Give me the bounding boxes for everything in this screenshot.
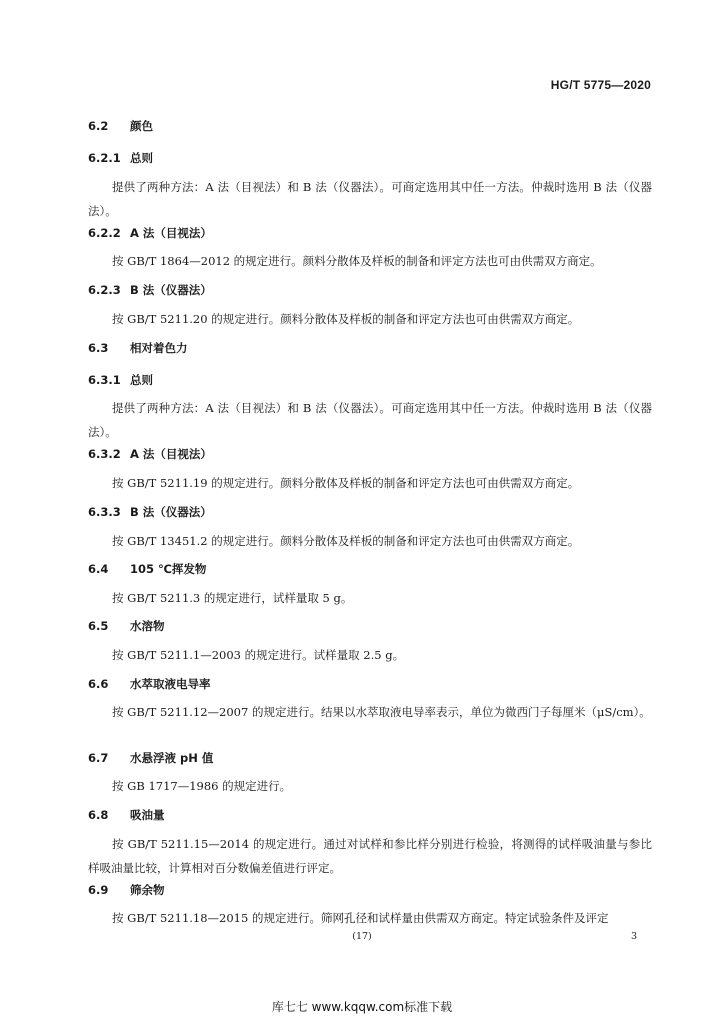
section-title: B 法（仪器法） <box>130 283 212 297</box>
section-heading-6-5 <box>88 618 165 634</box>
section-number: 6.7 <box>88 751 109 765</box>
paragraph: 按 GB/T 1864—2012 的规定进行。颜料分散体及样板的制备和评定方法也可由供需双方商定。 <box>112 254 602 268</box>
section-title: B 法（仪器法） <box>130 505 212 519</box>
section-number: 6.8 <box>88 808 109 822</box>
section-number: 6.3 <box>88 341 109 355</box>
paragraph: 提供了两种方法：A 法（目视法）和 B 法（仪器法）。可商定选用其中任一方法。仲裁时选用 B 法（仪器法）。 <box>88 180 652 218</box>
paragraph: 按 GB/T 5211.15—2014 的规定进行。通过对试样和参比样分别进行检验，将测得的试样吸油量与参比样吸油量比较，计算相对百分数偏差值进行评定。 <box>88 837 652 875</box>
paragraph: 按 GB/T 5211.18—2015 的规定进行。筛网孔径和试样量由供需双方商定。特定试验条件及评定 <box>112 911 609 925</box>
section-heading-6-4 <box>88 561 206 577</box>
section-title: A 法（目视法） <box>130 447 212 461</box>
section-heading-6-3-3 <box>88 504 212 520</box>
paragraph: 提供了两种方法：A 法（目视法）和 B 法（仪器法）。可商定选用其中任一方法。仲裁时选用 B 法（仪器法）。 <box>88 401 652 439</box>
section-number: 6.2 <box>88 119 109 133</box>
page-sequence-number: (17) <box>352 931 372 942</box>
paragraph: 按 GB/T 5211.12—2007 的规定进行。结果以水萃取液电导率表示，单位为微西门子每厘米（μS/cm）。 <box>112 705 651 719</box>
section-number: 6.2.3 <box>88 283 121 297</box>
section-heading-6-3 <box>88 340 188 356</box>
section-number: 6.9 <box>88 883 109 897</box>
standard-code: HG/T 5775—2020 <box>550 78 651 92</box>
section-heading-6-9 <box>88 882 165 898</box>
section-title: 筛余物 <box>130 883 165 897</box>
paragraph: 按 GB/T 5211.19 的规定进行。颜料分散体及样板的制备和评定方法也可由供需双方商定。 <box>112 476 580 490</box>
section-heading-6-2-2 <box>88 225 212 241</box>
section-number: 6.6 <box>88 677 109 691</box>
section-number: 6.2.1 <box>88 151 121 165</box>
section-heading-6-6 <box>88 676 211 692</box>
section-title: 颜色 <box>130 119 153 133</box>
paragraph: 按 GB/T 13451.2 的规定进行。颜料分散体及样板的制备和评定方法也可由供需双方商定。 <box>112 534 580 548</box>
section-heading-6-3-2 <box>88 446 212 462</box>
section-heading-6-2-3 <box>88 282 212 298</box>
section-number: 6.3.1 <box>88 373 121 387</box>
section-title: 水悬浮液 pH 值 <box>130 751 214 765</box>
section-number: 6.2.2 <box>88 226 121 240</box>
section-number: 6.3.3 <box>88 505 121 519</box>
section-heading-6-2-1 <box>88 150 153 166</box>
download-site-banner: 库七七 www.kqqw.com标准下载 <box>271 1000 453 1014</box>
paragraph: 按 GB/T 5211.3 的规定进行，试样量取 5 g。 <box>112 591 353 605</box>
paragraph: 按 GB/T 5211.1—2003 的规定进行。试样量取 2.5 g。 <box>112 648 405 662</box>
section-title: 总则 <box>130 373 153 387</box>
section-heading-6-8 <box>88 807 165 823</box>
section-title: 吸油量 <box>130 808 165 822</box>
section-heading-6-2 <box>88 118 153 134</box>
page-number: 3 <box>630 931 637 942</box>
paragraph: 按 GB/T 5211.20 的规定进行。颜料分散体及样板的制备和评定方法也可由供需双方商定。 <box>112 312 580 326</box>
section-number: 6.4 <box>88 562 109 576</box>
section-number: 6.5 <box>88 619 109 633</box>
section-title: 105 ℃挥发物 <box>130 562 207 576</box>
paragraph: 按 GB 1717—1986 的规定进行。 <box>112 779 292 793</box>
section-title: 总则 <box>130 151 153 165</box>
section-title: A 法（目视法） <box>130 226 212 240</box>
section-heading-6-3-1 <box>88 372 153 388</box>
section-title: 相对着色力 <box>130 341 188 355</box>
section-title: 水萃取液电导率 <box>130 677 211 691</box>
section-number: 6.3.2 <box>88 447 121 461</box>
section-heading-6-7 <box>88 750 213 766</box>
section-title: 水溶物 <box>130 619 165 633</box>
